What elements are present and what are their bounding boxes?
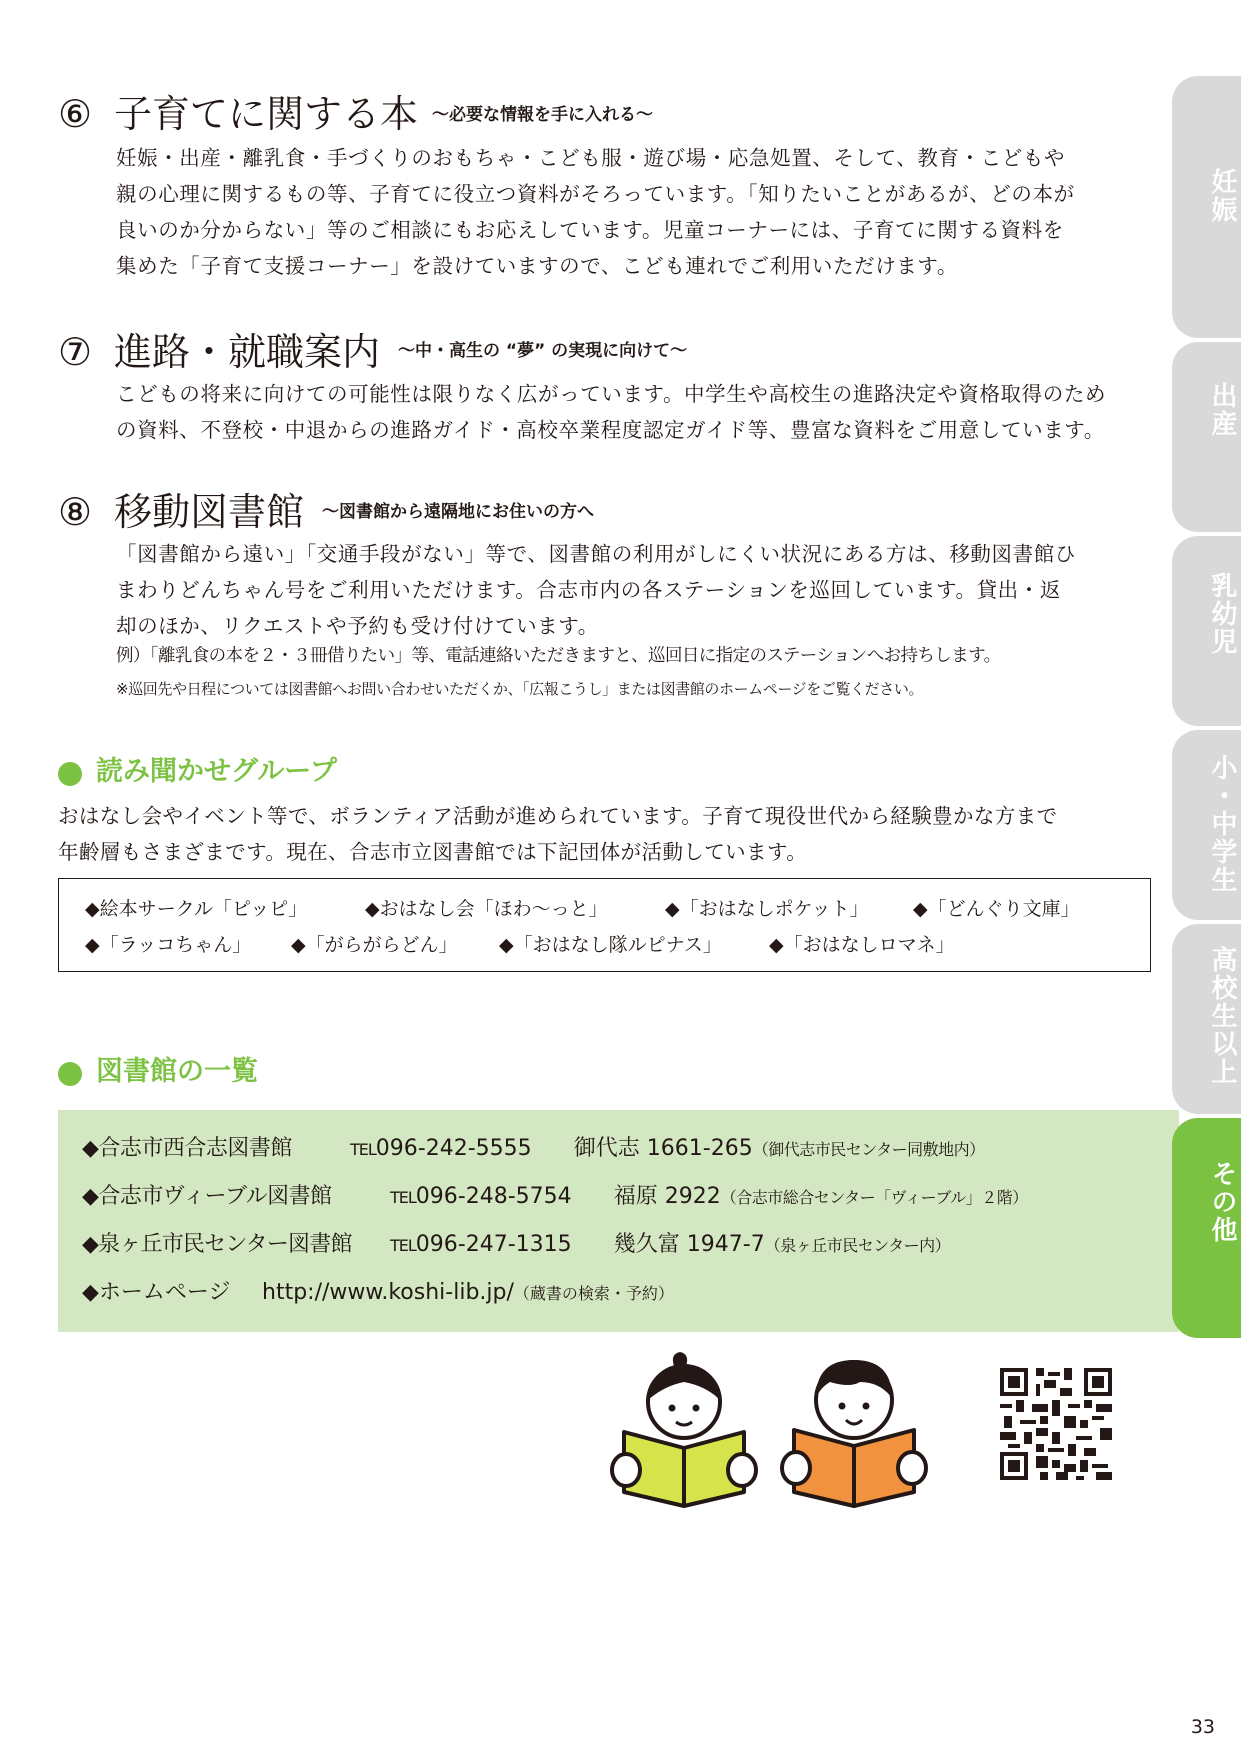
library-list-box	[58, 1110, 1179, 1332]
bullet-dot-icon	[58, 762, 82, 786]
tab-label: 乳幼児	[1207, 572, 1237, 656]
library-list-heading: 図書館の一覧	[96, 1056, 258, 1087]
library-address: 福原 2922	[613, 1184, 721, 1209]
girl-reading-illustration	[610, 1352, 760, 1512]
section-6-subtitle: ～必要な情報を手に入れる～	[432, 105, 653, 125]
group-item: ◆「ラッコちゃん」	[85, 934, 252, 956]
tab-label: 出産	[1207, 382, 1237, 438]
section-8-subtitle: ～図書館から遠隔地にお住いの方へ	[322, 502, 594, 522]
group-item: ◆絵本サークル「ピッピ」	[85, 898, 308, 920]
library-tel: 096-248-5754	[415, 1184, 572, 1209]
boy-reading-illustration	[780, 1352, 930, 1512]
section-8-body	[116, 536, 1076, 644]
homepage-url[interactable]: http://www.koshi-lib.jp/	[262, 1280, 514, 1305]
section-8-number: ⑧	[58, 490, 93, 534]
tel-label: TEL	[350, 1140, 376, 1159]
library-tel: 096-247-1315	[415, 1232, 572, 1257]
reading-group-heading: 読み聞かせグループ	[96, 756, 337, 787]
homepage-note: （蔵書の検索・予約）	[513, 1284, 674, 1303]
library-address: 御代志 1661-265	[573, 1136, 753, 1161]
group-item: ◆おはなし会「ほわ～っと」	[365, 898, 608, 920]
body-line: 却のほか、リクエストや予約も受け付けています。	[116, 614, 599, 638]
library-row	[82, 1182, 1028, 1213]
group-item: ◆「おはなしロマネ」	[769, 934, 955, 956]
group-item: ◆「どんぐり文庫」	[913, 898, 1080, 920]
section-6-number: ⑥	[58, 92, 93, 136]
section-7-title: 進路・就職案内	[114, 330, 381, 374]
tab-other[interactable]	[1172, 1118, 1241, 1338]
tab-label: その他	[1207, 1160, 1237, 1244]
tab-infant[interactable]	[1172, 536, 1241, 726]
tab-birth[interactable]	[1172, 342, 1241, 532]
tab-pregnancy[interactable]	[1172, 76, 1241, 338]
section-7-number: ⑦	[58, 330, 93, 374]
library-row	[82, 1278, 674, 1309]
section-6-body	[116, 140, 1075, 284]
group-item: ◆「がらがらどん」	[291, 934, 458, 956]
body-line: 集めた「子育て支援コーナー」を設けていますので、こども連れでご利用いただけます。	[116, 254, 958, 278]
reading-group-list	[58, 878, 1151, 972]
library-note: （泉ヶ丘市民センター内）	[764, 1236, 951, 1255]
body-line: 年齢層もさまざまです。現在、合志市立図書館では下記団体が活動しています。	[58, 840, 808, 864]
library-note: （合志市総合センター「ヴィーブル」２階）	[720, 1188, 1028, 1207]
body-line: おはなし会やイベント等で、ボランティア活動が進められています。子育て現役世代から経験豊かな方まで	[58, 804, 1058, 828]
homepage-label: ◆ホームページ	[82, 1280, 231, 1305]
reading-group-body	[58, 798, 1058, 870]
library-name: ◆合志市西合志図書館	[82, 1136, 292, 1161]
library-address: 幾久富 1947-7	[613, 1232, 765, 1257]
section-8-example: 例）「離乳食の本を２・３冊借りたい」等、電話連絡いただきますと、巡回日に指定のステーションへお持ちします。	[116, 646, 1001, 666]
tab-high-school-and-up[interactable]	[1172, 924, 1241, 1114]
page-number: 33	[1190, 1716, 1215, 1738]
body-line: こどもの将来に向けての可能性は限りなく広がっています。中学生や高校生の進路決定や資格取得のため	[116, 382, 1107, 406]
group-item: ◆「おはなしポケット」	[665, 898, 869, 920]
library-name: ◆合志市ヴィーブル図書館	[82, 1184, 332, 1209]
section-6-title: 子育てに関する本	[114, 92, 419, 136]
group-item: ◆「おはなし隊ルピナス」	[499, 934, 722, 956]
body-line: 妊娠・出産・離乳食・手づくりのおもちゃ・こども服・遊び場・応急処置、そして、教育・こどもや	[116, 146, 1066, 170]
tel-label: TEL	[390, 1236, 416, 1255]
library-name: ◆泉ヶ丘市民センター図書館	[82, 1232, 352, 1257]
tab-elementary-junior-high[interactable]	[1172, 730, 1241, 920]
body-line: 親の心理に関するもの等、子育てに役立つ資料がそろっています。「知りたいことがあるが、どの本が	[116, 182, 1075, 206]
body-line: 「図書館から遠い」「交通手段がない」等で、図書館の利用がしにくい状況にある方は、移動図書館ひ	[116, 542, 1076, 566]
section-7-subtitle: ～中・高生の “夢” の実現に向けて～	[398, 341, 688, 361]
body-line: の資料、不登校・中退からの進路ガイド・高校卒業程度認定ガイド等、豊富な資料をご用意しています。	[116, 418, 1105, 442]
library-note: （御代志市民センター同敷地内）	[752, 1140, 985, 1159]
tab-label: 妊娠	[1207, 168, 1237, 224]
tel-label: TEL	[390, 1188, 416, 1207]
library-row	[82, 1230, 950, 1261]
library-tel: 096-242-5555	[375, 1136, 532, 1161]
section-8-title: 移動図書館	[114, 490, 305, 534]
tab-label: 高校生以上	[1207, 946, 1237, 1086]
body-line: 良いのか分からない」等のご相談にもお応えしています。児童コーナーには、子育てに関する資料を	[116, 218, 1064, 242]
bullet-dot-icon	[58, 1062, 82, 1086]
library-row	[82, 1134, 985, 1165]
section-8-note: ※巡回先や日程については図書館へお問い合わせいただくか、「広報こうし」または図書館のホームページをご覧ください。	[116, 680, 924, 698]
body-line: まわりどんちゃん号をご利用いただけます。合志市内の各ステーションを巡回しています。貸出・返	[116, 578, 1061, 602]
qr-code-icon	[1000, 1368, 1112, 1480]
section-7-body	[116, 376, 1106, 448]
tab-label: 小・中学生	[1207, 754, 1237, 894]
